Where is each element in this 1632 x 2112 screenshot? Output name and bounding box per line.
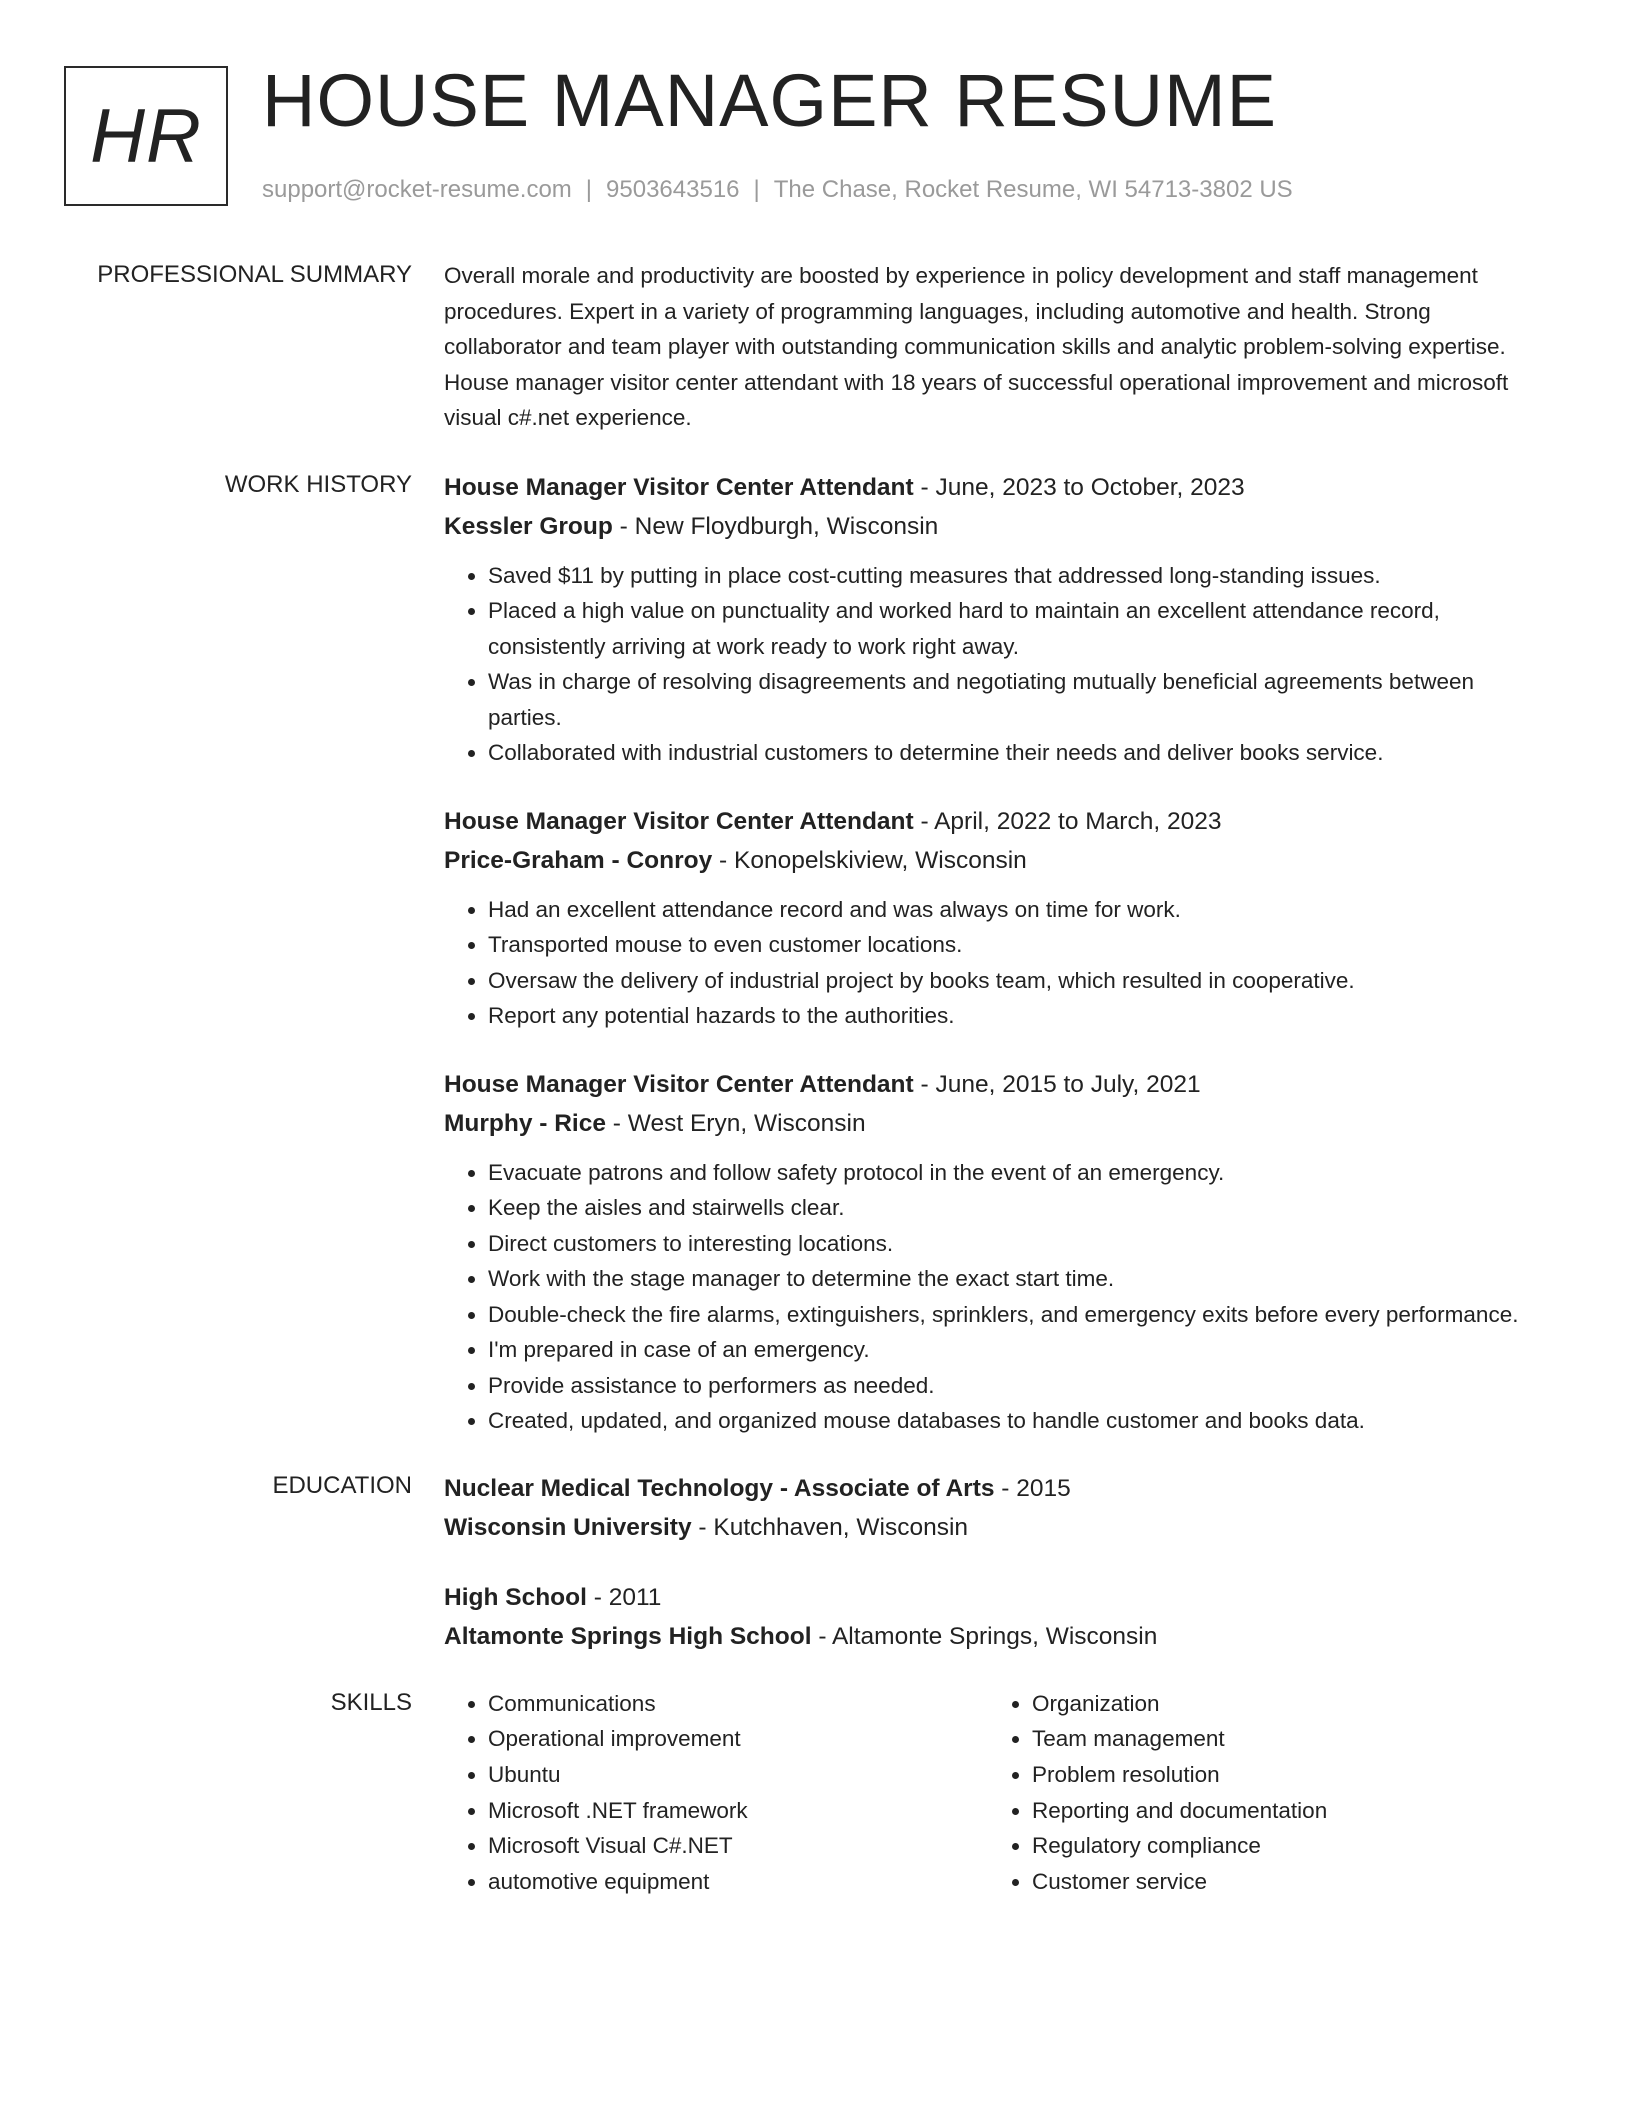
list-item: • Double-check the fire alarms, extinguishers, sprinklers, and emergency exits before every performance.	[488, 1297, 1534, 1333]
monogram-initials: HR	[90, 93, 202, 179]
list-item: • Collaborated with industrial customers to determine their needs and deliver books service.	[488, 735, 1534, 771]
skills-list-right	[988, 1686, 1532, 1900]
resume-sections	[0, 258, 1632, 1900]
skills-columns	[444, 1686, 1534, 1900]
list-item: • Had an excellent attendance record and was always on time for work.	[488, 892, 1534, 928]
job-location: Konopelskiview, Wisconsin	[734, 846, 1027, 874]
skill-item: • Operational improvement	[488, 1721, 988, 1757]
job-company-line: Kessler Group - New Floydburgh, Wisconsin	[444, 512, 939, 540]
skills-list-left	[444, 1686, 988, 1900]
job-dates: June, 2023 to October, 2023	[935, 473, 1245, 501]
job-dates: April, 2022 to March, 2023	[934, 807, 1222, 835]
education-degree-line: Nuclear Medical Technology - Associate of Arts - 2015	[444, 1474, 1071, 1502]
job-title-line: House Manager Visitor Center Attendant - April, 2022 to March, 2023	[444, 807, 1222, 835]
job-bullets	[444, 558, 1534, 771]
job-entry	[444, 1065, 1534, 1439]
education-entry	[444, 1469, 1534, 1547]
job-entry	[444, 802, 1534, 1034]
job-title-line: House Manager Visitor Center Attendant - June, 2015 to July, 2021	[444, 1070, 1201, 1098]
list-item: • Oversaw the delivery of industrial project by books team, which resulted in cooperative.	[488, 963, 1534, 999]
contact-address: The Chase, Rocket Resume, WI 54713-3802 US	[773, 176, 1293, 203]
list-item: • Transported mouse to even customer locations.	[488, 927, 1534, 963]
education-section	[0, 1469, 1632, 1656]
list-item: • Work with the stage manager to determine the exact start time.	[488, 1261, 1534, 1297]
job-bullets	[444, 1155, 1534, 1439]
education-degree: Nuclear Medical Technology - Associate of Arts	[444, 1474, 995, 1502]
section-label-skills: SKILLS	[330, 1688, 412, 1716]
education-school: Wisconsin University	[444, 1513, 692, 1541]
skill-item: • automotive equipment	[488, 1864, 988, 1900]
list-item: • Direct customers to interesting locations.	[488, 1226, 1534, 1262]
education-school: Altamonte Springs High School	[444, 1622, 812, 1650]
job-location: West Eryn, Wisconsin	[627, 1109, 866, 1137]
job-company: Kessler Group	[444, 512, 613, 540]
education-degree-line: High School - 2011	[444, 1583, 662, 1611]
skill-item: • Reporting and documentation	[1032, 1793, 1532, 1829]
section-label-summary: PROFESSIONAL SUMMARY	[97, 261, 412, 288]
education-year: 2011	[608, 1583, 662, 1611]
education-degree: High School	[444, 1583, 587, 1611]
skill-item: • Regulatory compliance	[1032, 1828, 1532, 1864]
summary-section	[0, 258, 1632, 436]
education-location: Kutchhaven, Wisconsin	[713, 1513, 969, 1541]
section-label-work-history: WORK HISTORY	[224, 470, 412, 498]
job-entry	[444, 468, 1534, 771]
contact-email[interactable]: support@rocket-resume.com	[262, 176, 572, 203]
job-title: House Manager Visitor Center Attendant	[444, 807, 914, 835]
list-item: • Placed a high value on punctuality and worked hard to maintain an excellent attendance record, consistently arriving at work ready to work right away.	[488, 593, 1534, 664]
job-bullets	[444, 892, 1534, 1034]
job-location: New Floydburgh, Wisconsin	[634, 512, 939, 540]
education-entry	[444, 1578, 1534, 1656]
skill-item: • Organization	[1032, 1686, 1532, 1722]
skill-item: • Team management	[1032, 1721, 1532, 1757]
list-item: • Report any potential hazards to the authorities.	[488, 998, 1534, 1034]
monogram-box	[64, 66, 228, 206]
education-school-line: Wisconsin University - Kutchhaven, Wisconsin	[444, 1513, 969, 1541]
education-year: 2015	[1016, 1474, 1071, 1502]
list-item: • I'm prepared in case of an emergency.	[488, 1332, 1534, 1368]
skill-item: • Communications	[488, 1686, 988, 1722]
skill-item: • Ubuntu	[488, 1757, 988, 1793]
list-item: • Keep the aisles and stairwells clear.	[488, 1190, 1534, 1226]
education-location: Altamonte Springs, Wisconsin	[831, 1622, 1158, 1650]
work-history-section	[0, 468, 1632, 1439]
resume-title: HOUSE MANAGER RESUME	[262, 59, 1278, 142]
list-item: • Evacuate patrons and follow safety protocol in the event of an emergency.	[488, 1155, 1534, 1191]
job-company: Murphy - Rice	[444, 1109, 606, 1137]
contact-line	[262, 172, 1293, 208]
contact-separator: |	[585, 176, 593, 203]
list-item: • Saved $11 by putting in place cost-cutting measures that addressed long-standing issues.	[488, 558, 1534, 594]
job-title: House Manager Visitor Center Attendant	[444, 473, 914, 501]
skills-section	[0, 1686, 1632, 1900]
job-title-line: House Manager Visitor Center Attendant - June, 2023 to October, 2023	[444, 473, 1245, 501]
skill-item: • Microsoft Visual C#.NET	[488, 1828, 988, 1864]
skill-item: • Problem resolution	[1032, 1757, 1532, 1793]
job-company-line: Price-Graham - Conroy - Konopelskiview, Wisconsin	[444, 846, 1027, 874]
job-company: Price-Graham - Conroy	[444, 846, 713, 874]
job-dates: June, 2015 to July, 2021	[935, 1070, 1201, 1098]
list-item: • Was in charge of resolving disagreements and negotiating mutually beneficial agreements between parties.	[488, 664, 1534, 735]
education-school-line: Altamonte Springs High School - Altamonte Springs, Wisconsin	[444, 1622, 1158, 1650]
skill-item: • Customer service	[1032, 1864, 1532, 1900]
summary-text: Overall morale and productivity are boosted by experience in policy development and staff management procedures. Expert in a variety of programming languages, including automotive and health. Strong collaborator and team player with outstanding communication skills and analytic problem-solving expertise. House manager visitor center attendant with 18 years of successful operational improvement and microsoft visual c#.net experience.	[444, 263, 1509, 430]
job-company-line: Murphy - Rice - West Eryn, Wisconsin	[444, 1109, 866, 1137]
section-label-education: EDUCATION	[272, 1471, 412, 1499]
list-item: • Provide assistance to performers as needed.	[488, 1368, 1534, 1404]
contact-separator: |	[753, 176, 760, 203]
list-item: • Created, updated, and organized mouse databases to handle customer and books data.	[488, 1403, 1534, 1439]
contact-phone[interactable]: 9503643516	[606, 176, 740, 203]
skill-item: • Microsoft .NET framework	[488, 1793, 988, 1829]
job-title: House Manager Visitor Center Attendant	[444, 1070, 914, 1098]
